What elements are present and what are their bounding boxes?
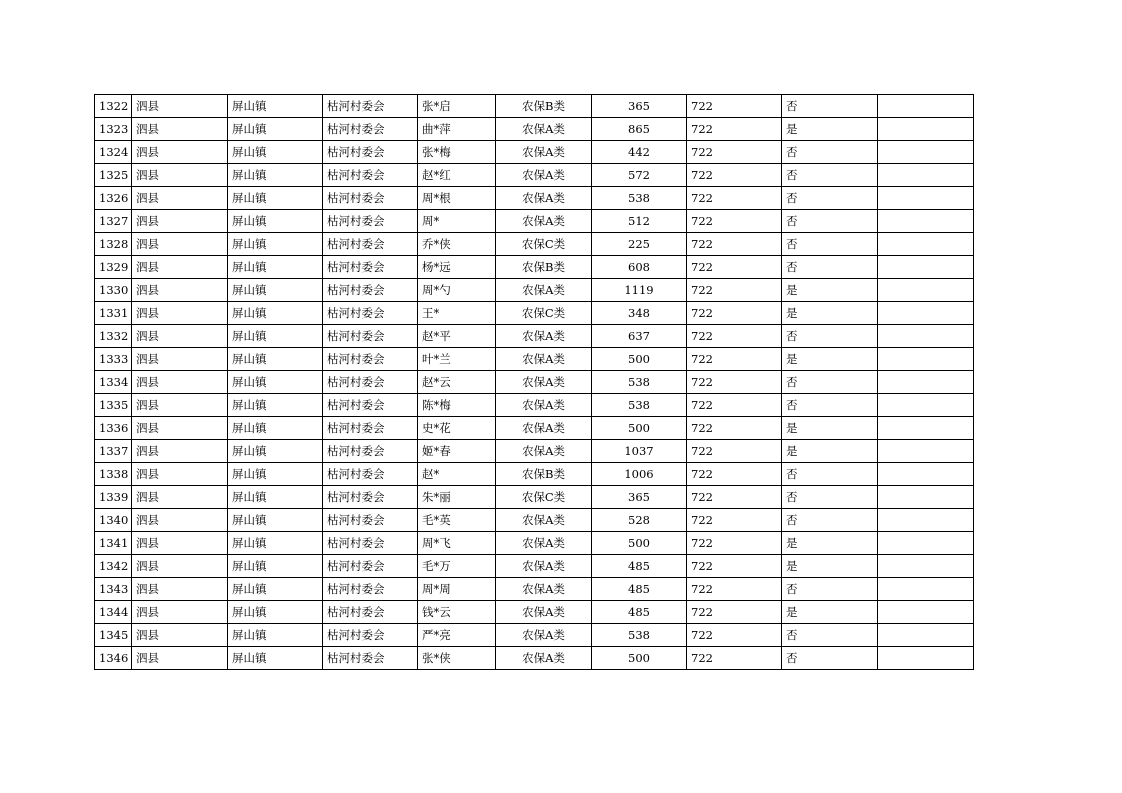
county-cell: 泗县 — [132, 302, 228, 325]
county-cell: 泗县 — [132, 394, 228, 417]
note-cell — [878, 302, 974, 325]
town-cell: 屏山镇 — [228, 279, 323, 302]
amount-cell: 572 — [592, 164, 687, 187]
flag-cell: 是 — [782, 302, 878, 325]
category-cell: 农保A类 — [496, 279, 592, 302]
town-cell: 屏山镇 — [228, 233, 323, 256]
standard-cell: 722 — [687, 463, 782, 486]
serial-number-cell: 1323 — [95, 118, 132, 141]
note-cell — [878, 394, 974, 417]
category-cell: 农保A类 — [496, 601, 592, 624]
name-cell: 陈*梅 — [418, 394, 496, 417]
village-cell: 枯河村委会 — [323, 417, 418, 440]
name-cell: 严*亮 — [418, 624, 496, 647]
table-row — [95, 555, 974, 578]
standard-cell: 722 — [687, 325, 782, 348]
note-cell — [878, 647, 974, 670]
standard-cell: 722 — [687, 417, 782, 440]
flag-cell: 是 — [782, 348, 878, 371]
village-cell: 枯河村委会 — [323, 210, 418, 233]
amount-cell: 1037 — [592, 440, 687, 463]
table-row — [95, 486, 974, 509]
flag-cell: 否 — [782, 578, 878, 601]
standard-cell: 722 — [687, 279, 782, 302]
note-cell — [878, 417, 974, 440]
county-cell: 泗县 — [132, 647, 228, 670]
village-cell: 枯河村委会 — [323, 118, 418, 141]
county-cell: 泗县 — [132, 187, 228, 210]
table-row — [95, 440, 974, 463]
table-row — [95, 394, 974, 417]
village-cell: 枯河村委会 — [323, 348, 418, 371]
serial-number-cell: 1334 — [95, 371, 132, 394]
standard-cell: 722 — [687, 578, 782, 601]
flag-cell: 否 — [782, 371, 878, 394]
name-cell: 叶*兰 — [418, 348, 496, 371]
note-cell — [878, 256, 974, 279]
serial-number-cell: 1322 — [95, 95, 132, 118]
village-cell: 枯河村委会 — [323, 555, 418, 578]
flag-cell: 是 — [782, 417, 878, 440]
amount-cell: 500 — [592, 647, 687, 670]
name-cell: 毛*万 — [418, 555, 496, 578]
flag-cell: 否 — [782, 187, 878, 210]
serial-number-cell: 1326 — [95, 187, 132, 210]
amount-cell: 365 — [592, 486, 687, 509]
note-cell — [878, 118, 974, 141]
note-cell — [878, 601, 974, 624]
county-cell: 泗县 — [132, 440, 228, 463]
amount-cell: 500 — [592, 532, 687, 555]
town-cell: 屏山镇 — [228, 302, 323, 325]
serial-number-cell: 1345 — [95, 624, 132, 647]
town-cell: 屏山镇 — [228, 440, 323, 463]
town-cell: 屏山镇 — [228, 394, 323, 417]
flag-cell: 是 — [782, 555, 878, 578]
table-row — [95, 509, 974, 532]
amount-cell: 348 — [592, 302, 687, 325]
county-cell: 泗县 — [132, 279, 228, 302]
standard-cell: 722 — [687, 187, 782, 210]
village-cell: 枯河村委会 — [323, 647, 418, 670]
amount-cell: 500 — [592, 348, 687, 371]
town-cell: 屏山镇 — [228, 578, 323, 601]
name-cell: 张*侠 — [418, 647, 496, 670]
amount-cell: 538 — [592, 187, 687, 210]
serial-number-cell: 1335 — [95, 394, 132, 417]
serial-number-cell: 1339 — [95, 486, 132, 509]
town-cell: 屏山镇 — [228, 555, 323, 578]
standard-cell: 722 — [687, 601, 782, 624]
town-cell: 屏山镇 — [228, 164, 323, 187]
name-cell: 王* — [418, 302, 496, 325]
category-cell: 农保B类 — [496, 95, 592, 118]
table-row — [95, 256, 974, 279]
name-cell: 钱*云 — [418, 601, 496, 624]
standard-cell: 722 — [687, 302, 782, 325]
category-cell: 农保B类 — [496, 463, 592, 486]
name-cell: 赵*平 — [418, 325, 496, 348]
roster-body — [95, 95, 974, 670]
amount-cell: 538 — [592, 624, 687, 647]
category-cell: 农保A类 — [496, 532, 592, 555]
flag-cell: 否 — [782, 463, 878, 486]
name-cell: 周*勺 — [418, 279, 496, 302]
table-row — [95, 118, 974, 141]
village-cell: 枯河村委会 — [323, 486, 418, 509]
county-cell: 泗县 — [132, 325, 228, 348]
town-cell: 屏山镇 — [228, 187, 323, 210]
category-cell: 农保A类 — [496, 371, 592, 394]
town-cell: 屏山镇 — [228, 141, 323, 164]
category-cell: 农保A类 — [496, 509, 592, 532]
note-cell — [878, 210, 974, 233]
county-cell: 泗县 — [132, 141, 228, 164]
note-cell — [878, 578, 974, 601]
county-cell: 泗县 — [132, 555, 228, 578]
name-cell: 周*根 — [418, 187, 496, 210]
serial-number-cell: 1340 — [95, 509, 132, 532]
amount-cell: 485 — [592, 555, 687, 578]
amount-cell: 1006 — [592, 463, 687, 486]
village-cell: 枯河村委会 — [323, 233, 418, 256]
county-cell: 泗县 — [132, 509, 228, 532]
serial-number-cell: 1327 — [95, 210, 132, 233]
town-cell: 屏山镇 — [228, 95, 323, 118]
village-cell: 枯河村委会 — [323, 95, 418, 118]
category-cell: 农保A类 — [496, 555, 592, 578]
flag-cell: 否 — [782, 233, 878, 256]
note-cell — [878, 164, 974, 187]
category-cell: 农保A类 — [496, 624, 592, 647]
standard-cell: 722 — [687, 394, 782, 417]
town-cell: 屏山镇 — [228, 325, 323, 348]
table-row — [95, 141, 974, 164]
county-cell: 泗县 — [132, 463, 228, 486]
flag-cell: 否 — [782, 509, 878, 532]
serial-number-cell: 1337 — [95, 440, 132, 463]
category-cell: 农保A类 — [496, 164, 592, 187]
amount-cell: 1119 — [592, 279, 687, 302]
serial-number-cell: 1330 — [95, 279, 132, 302]
village-cell: 枯河村委会 — [323, 463, 418, 486]
standard-cell: 722 — [687, 440, 782, 463]
table-row — [95, 417, 974, 440]
table-row — [95, 647, 974, 670]
category-cell: 农保A类 — [496, 440, 592, 463]
name-cell: 周* — [418, 210, 496, 233]
serial-number-cell: 1324 — [95, 141, 132, 164]
category-cell: 农保C类 — [496, 302, 592, 325]
note-cell — [878, 325, 974, 348]
category-cell: 农保C类 — [496, 233, 592, 256]
county-cell: 泗县 — [132, 210, 228, 233]
name-cell: 周*飞 — [418, 532, 496, 555]
county-cell: 泗县 — [132, 371, 228, 394]
village-cell: 枯河村委会 — [323, 371, 418, 394]
note-cell — [878, 348, 974, 371]
county-cell: 泗县 — [132, 233, 228, 256]
standard-cell: 722 — [687, 509, 782, 532]
county-cell: 泗县 — [132, 417, 228, 440]
village-cell: 枯河村委会 — [323, 509, 418, 532]
serial-number-cell: 1331 — [95, 302, 132, 325]
category-cell: 农保A类 — [496, 118, 592, 141]
standard-cell: 722 — [687, 647, 782, 670]
note-cell — [878, 532, 974, 555]
table-row — [95, 325, 974, 348]
amount-cell: 485 — [592, 578, 687, 601]
village-cell: 枯河村委会 — [323, 164, 418, 187]
flag-cell: 是 — [782, 532, 878, 555]
note-cell — [878, 141, 974, 164]
village-cell: 枯河村委会 — [323, 578, 418, 601]
table-row — [95, 187, 974, 210]
flag-cell: 是 — [782, 440, 878, 463]
flag-cell: 否 — [782, 394, 878, 417]
standard-cell: 722 — [687, 348, 782, 371]
flag-cell: 否 — [782, 210, 878, 233]
category-cell: 农保A类 — [496, 417, 592, 440]
name-cell: 曲*萍 — [418, 118, 496, 141]
table-row — [95, 233, 974, 256]
village-cell: 枯河村委会 — [323, 532, 418, 555]
note-cell — [878, 440, 974, 463]
village-cell: 枯河村委会 — [323, 256, 418, 279]
category-cell: 农保A类 — [496, 325, 592, 348]
county-cell: 泗县 — [132, 578, 228, 601]
flag-cell: 否 — [782, 141, 878, 164]
flag-cell: 否 — [782, 647, 878, 670]
standard-cell: 722 — [687, 118, 782, 141]
flag-cell: 否 — [782, 624, 878, 647]
table-row — [95, 601, 974, 624]
serial-number-cell: 1341 — [95, 532, 132, 555]
table-row — [95, 302, 974, 325]
standard-cell: 722 — [687, 95, 782, 118]
table-row — [95, 463, 974, 486]
table-row — [95, 371, 974, 394]
amount-cell: 528 — [592, 509, 687, 532]
amount-cell: 365 — [592, 95, 687, 118]
town-cell: 屏山镇 — [228, 256, 323, 279]
note-cell — [878, 95, 974, 118]
serial-number-cell: 1336 — [95, 417, 132, 440]
name-cell: 赵* — [418, 463, 496, 486]
amount-cell: 500 — [592, 417, 687, 440]
standard-cell: 722 — [687, 555, 782, 578]
name-cell: 赵*红 — [418, 164, 496, 187]
town-cell: 屏山镇 — [228, 601, 323, 624]
note-cell — [878, 371, 974, 394]
flag-cell: 否 — [782, 486, 878, 509]
flag-cell: 否 — [782, 325, 878, 348]
table-row — [95, 279, 974, 302]
table-row — [95, 578, 974, 601]
amount-cell: 538 — [592, 394, 687, 417]
county-cell: 泗县 — [132, 532, 228, 555]
standard-cell: 722 — [687, 532, 782, 555]
table-row — [95, 532, 974, 555]
town-cell: 屏山镇 — [228, 348, 323, 371]
category-cell: 农保A类 — [496, 647, 592, 670]
name-cell: 赵*云 — [418, 371, 496, 394]
amount-cell: 637 — [592, 325, 687, 348]
serial-number-cell: 1342 — [95, 555, 132, 578]
amount-cell: 865 — [592, 118, 687, 141]
name-cell: 杨*远 — [418, 256, 496, 279]
amount-cell: 485 — [592, 601, 687, 624]
amount-cell: 608 — [592, 256, 687, 279]
serial-number-cell: 1328 — [95, 233, 132, 256]
category-cell: 农保A类 — [496, 394, 592, 417]
name-cell: 张*梅 — [418, 141, 496, 164]
county-cell: 泗县 — [132, 624, 228, 647]
table-row — [95, 210, 974, 233]
town-cell: 屏山镇 — [228, 486, 323, 509]
table-row — [95, 348, 974, 371]
village-cell: 枯河村委会 — [323, 601, 418, 624]
name-cell: 毛*英 — [418, 509, 496, 532]
flag-cell: 否 — [782, 256, 878, 279]
county-cell: 泗县 — [132, 486, 228, 509]
roster-table — [94, 94, 974, 670]
name-cell: 朱*丽 — [418, 486, 496, 509]
flag-cell: 是 — [782, 118, 878, 141]
standard-cell: 722 — [687, 371, 782, 394]
amount-cell: 538 — [592, 371, 687, 394]
name-cell: 乔*侠 — [418, 233, 496, 256]
county-cell: 泗县 — [132, 256, 228, 279]
town-cell: 屏山镇 — [228, 463, 323, 486]
name-cell: 姬*春 — [418, 440, 496, 463]
note-cell — [878, 555, 974, 578]
standard-cell: 722 — [687, 486, 782, 509]
amount-cell: 225 — [592, 233, 687, 256]
county-cell: 泗县 — [132, 118, 228, 141]
standard-cell: 722 — [687, 624, 782, 647]
standard-cell: 722 — [687, 164, 782, 187]
serial-number-cell: 1338 — [95, 463, 132, 486]
town-cell: 屏山镇 — [228, 624, 323, 647]
category-cell: 农保A类 — [496, 187, 592, 210]
serial-number-cell: 1333 — [95, 348, 132, 371]
flag-cell: 是 — [782, 601, 878, 624]
village-cell: 枯河村委会 — [323, 394, 418, 417]
amount-cell: 442 — [592, 141, 687, 164]
note-cell — [878, 486, 974, 509]
town-cell: 屏山镇 — [228, 210, 323, 233]
serial-number-cell: 1346 — [95, 647, 132, 670]
note-cell — [878, 624, 974, 647]
village-cell: 枯河村委会 — [323, 141, 418, 164]
serial-number-cell: 1329 — [95, 256, 132, 279]
village-cell: 枯河村委会 — [323, 187, 418, 210]
village-cell: 枯河村委会 — [323, 302, 418, 325]
flag-cell: 否 — [782, 164, 878, 187]
serial-number-cell: 1343 — [95, 578, 132, 601]
category-cell: 农保A类 — [496, 348, 592, 371]
note-cell — [878, 463, 974, 486]
county-cell: 泗县 — [132, 164, 228, 187]
serial-number-cell: 1332 — [95, 325, 132, 348]
category-cell: 农保C类 — [496, 486, 592, 509]
note-cell — [878, 279, 974, 302]
town-cell: 屏山镇 — [228, 647, 323, 670]
county-cell: 泗县 — [132, 95, 228, 118]
standard-cell: 722 — [687, 233, 782, 256]
category-cell: 农保B类 — [496, 256, 592, 279]
note-cell — [878, 509, 974, 532]
village-cell: 枯河村委会 — [323, 624, 418, 647]
town-cell: 屏山镇 — [228, 118, 323, 141]
note-cell — [878, 233, 974, 256]
note-cell — [878, 187, 974, 210]
amount-cell: 512 — [592, 210, 687, 233]
county-cell: 泗县 — [132, 601, 228, 624]
standard-cell: 722 — [687, 256, 782, 279]
standard-cell: 722 — [687, 210, 782, 233]
name-cell: 史*花 — [418, 417, 496, 440]
category-cell: 农保A类 — [496, 141, 592, 164]
serial-number-cell: 1325 — [95, 164, 132, 187]
village-cell: 枯河村委会 — [323, 440, 418, 463]
flag-cell: 否 — [782, 95, 878, 118]
table-row — [95, 95, 974, 118]
village-cell: 枯河村委会 — [323, 325, 418, 348]
town-cell: 屏山镇 — [228, 417, 323, 440]
town-cell: 屏山镇 — [228, 371, 323, 394]
village-cell: 枯河村委会 — [323, 279, 418, 302]
name-cell: 周*周 — [418, 578, 496, 601]
serial-number-cell: 1344 — [95, 601, 132, 624]
county-cell: 泗县 — [132, 348, 228, 371]
table-row — [95, 164, 974, 187]
town-cell: 屏山镇 — [228, 532, 323, 555]
town-cell: 屏山镇 — [228, 509, 323, 532]
category-cell: 农保A类 — [496, 210, 592, 233]
name-cell: 张*启 — [418, 95, 496, 118]
flag-cell: 是 — [782, 279, 878, 302]
standard-cell: 722 — [687, 141, 782, 164]
table-row — [95, 624, 974, 647]
category-cell: 农保A类 — [496, 578, 592, 601]
